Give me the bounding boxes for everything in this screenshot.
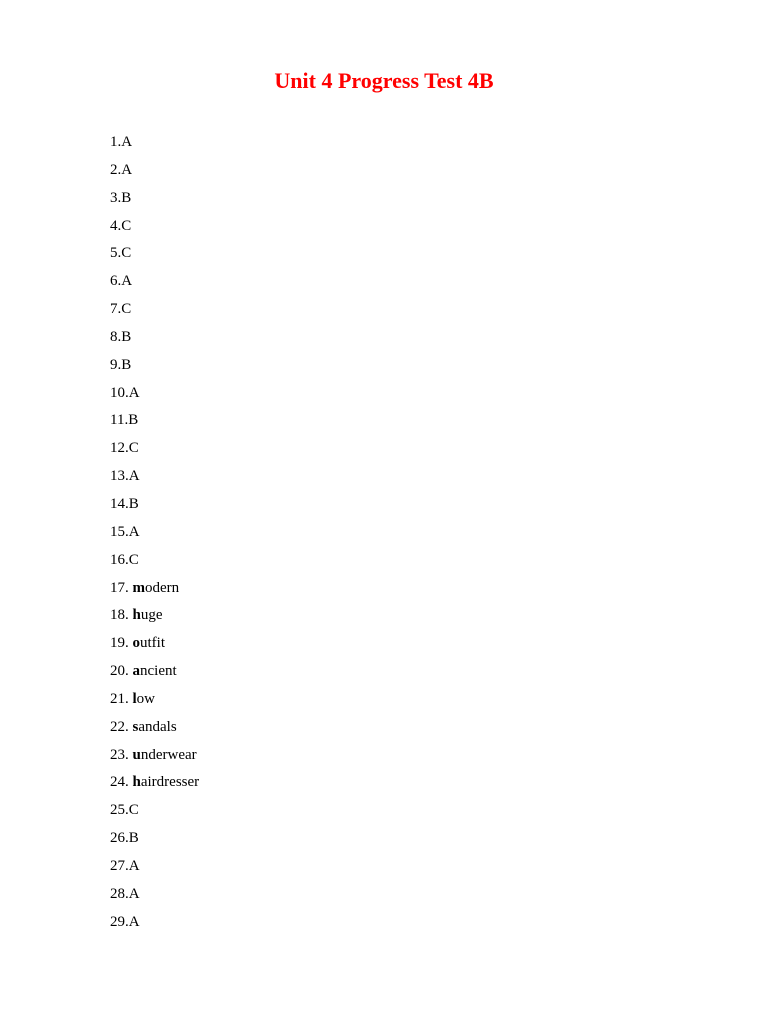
answer-item <box>110 158 199 186</box>
answer-number: 7. <box>110 301 122 318</box>
answer-number: 8. <box>110 328 122 345</box>
answer-word-rest: ow <box>136 690 156 707</box>
answer-choice: C <box>128 551 139 568</box>
answer-item <box>110 743 199 771</box>
answer-item <box>110 910 199 938</box>
answer-choice: A <box>128 523 140 540</box>
answer-number: 10. <box>110 384 129 401</box>
answer-item <box>110 548 199 576</box>
answer-choice: C <box>128 440 139 457</box>
answer-choice: B <box>128 830 139 847</box>
answer-number: 21. <box>110 690 133 707</box>
answer-number: 9. <box>110 356 122 373</box>
answer-number: 4. <box>110 217 122 234</box>
answer-item <box>110 492 199 520</box>
answer-number: 14. <box>110 495 129 512</box>
answer-number: 27. <box>110 857 129 874</box>
answer-choice: C <box>121 301 132 318</box>
answer-item <box>110 381 199 409</box>
answer-choice: C <box>121 217 132 234</box>
answer-list <box>110 130 199 937</box>
answer-number: 16. <box>110 551 129 568</box>
answer-first-letter: s <box>132 718 139 735</box>
answer-item <box>110 214 199 242</box>
answer-choice: A <box>128 885 140 902</box>
answer-word-rest: nderwear <box>140 746 197 763</box>
answer-item <box>110 325 199 353</box>
answer-number: 1. <box>110 134 122 150</box>
answer-item <box>110 603 199 631</box>
answer-number: 25. <box>110 802 129 819</box>
answer-choice: A <box>121 161 133 178</box>
answer-word-rest: uge <box>140 607 163 624</box>
answer-item <box>110 659 199 687</box>
answer-number: 22. <box>110 718 133 735</box>
answer-word-rest: airdresser <box>140 774 200 791</box>
answer-choice: B <box>121 328 132 345</box>
answer-number: 23. <box>110 746 133 763</box>
answer-item <box>110 882 199 910</box>
answer-item <box>110 269 199 297</box>
answer-item <box>110 854 199 882</box>
answer-item <box>110 297 199 325</box>
answer-number: 3. <box>110 189 122 206</box>
answer-item <box>110 576 199 604</box>
answer-item <box>110 826 199 854</box>
answer-first-letter: u <box>132 746 141 763</box>
answer-first-letter: m <box>132 579 145 596</box>
answer-choice: B <box>128 495 139 512</box>
answer-choice: A <box>128 468 140 485</box>
answer-choice: A <box>128 913 140 930</box>
answer-number: 5. <box>110 245 122 262</box>
answer-item <box>110 436 199 464</box>
answer-item <box>110 464 199 492</box>
answer-number: 12. <box>110 440 129 457</box>
answer-number: 15. <box>110 523 129 540</box>
answer-word-rest: utfit <box>140 635 165 652</box>
answer-number: 20. <box>110 663 133 680</box>
answer-number: 26. <box>110 830 129 847</box>
answer-choice: A <box>128 384 140 401</box>
answer-item <box>110 241 199 269</box>
answer-first-letter: l <box>132 690 137 707</box>
answer-item <box>110 408 199 436</box>
answer-item <box>110 520 199 548</box>
answer-word-rest: ncient <box>140 663 177 680</box>
answer-first-letter: a <box>132 663 140 680</box>
answer-item <box>110 631 199 659</box>
answer-item <box>110 130 199 158</box>
answer-word-rest: andals <box>138 718 177 735</box>
answer-choice: A <box>128 857 140 874</box>
answer-choice: C <box>128 802 139 819</box>
answer-word-rest: odern <box>145 579 180 596</box>
answer-choice: B <box>121 189 132 206</box>
answer-item <box>110 186 199 214</box>
page-title: Unit 4 Progress Test 4B <box>274 68 494 93</box>
answer-choice: A <box>121 273 133 290</box>
answer-choice: C <box>121 245 132 262</box>
answer-number: 6. <box>110 273 122 290</box>
answer-item <box>110 798 199 826</box>
answer-number: 17. <box>110 579 133 596</box>
answer-first-letter: o <box>132 635 140 652</box>
answer-number: 11. <box>110 412 129 429</box>
answer-choice: B <box>128 412 139 429</box>
answer-number: 19. <box>110 635 133 652</box>
answer-number: 18. <box>110 607 133 624</box>
answer-item <box>110 770 199 798</box>
answer-choice: B <box>121 356 132 373</box>
answer-first-letter: h <box>132 607 141 624</box>
answer-choice: A <box>121 134 133 150</box>
answer-item <box>110 687 199 715</box>
answer-item <box>110 715 199 743</box>
answer-number: 13. <box>110 468 129 485</box>
answer-item <box>110 353 199 381</box>
answer-number: 29. <box>110 913 129 930</box>
answer-number: 28. <box>110 885 129 902</box>
answer-number: 24. <box>110 774 133 791</box>
answer-first-letter: h <box>132 774 141 791</box>
answer-number: 2. <box>110 161 122 178</box>
